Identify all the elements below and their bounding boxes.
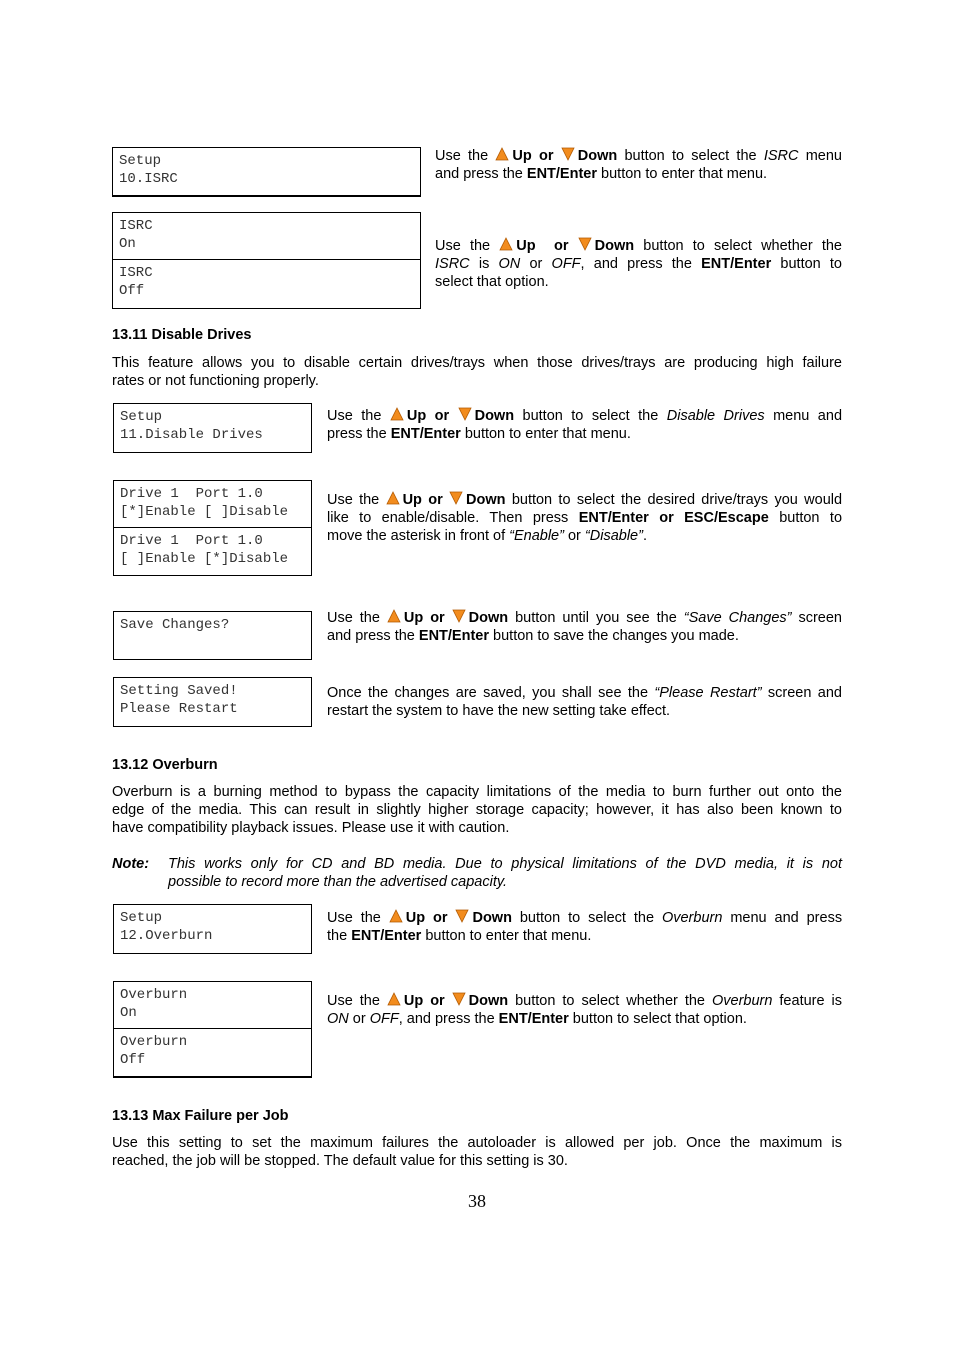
text: Use the: [435, 148, 489, 164]
text: OFF: [551, 256, 581, 272]
lcd-line: Setup: [119, 153, 162, 169]
text: Down: [472, 910, 512, 926]
text: button to enter that menu.: [425, 928, 592, 944]
text: press the: [327, 426, 387, 442]
lcd-line: ISRC: [119, 265, 153, 281]
text: Up: [406, 408, 427, 424]
text: Down: [577, 148, 618, 164]
lcd-save-changes: [113, 611, 312, 660]
text: or: [430, 610, 445, 626]
up-arrow-icon: [495, 147, 509, 161]
text: Once the changes are saved, you shall see the: [327, 685, 649, 701]
text: menu: [805, 148, 842, 164]
text: , and press the: [398, 1011, 495, 1027]
text: or: [434, 408, 450, 424]
lcd-line: Off: [120, 1051, 146, 1068]
text: button to select the: [624, 148, 757, 164]
text: or: [430, 993, 445, 1009]
text: ENT/Enter: [526, 166, 597, 182]
text: Use the: [327, 492, 380, 508]
overburn-select-text: [327, 909, 842, 945]
lcd-line: Overburn: [120, 987, 188, 1003]
lcd-line: Off: [119, 282, 145, 299]
lcd-setup-disable-drives: [113, 403, 312, 453]
text: Up: [516, 238, 536, 254]
text: or: [567, 528, 581, 544]
drive-enable-text: [327, 491, 842, 545]
text: have compatibility playback issues. Please use it with caution.: [112, 820, 510, 836]
text: move the asterisk in front of: [327, 528, 506, 544]
text: Down: [466, 492, 506, 508]
text: Overburn is a burning method to bypass the capacity limitations of the media to burn further out onto the: [112, 784, 842, 800]
text: Use the: [327, 910, 381, 926]
lcd-line: On: [119, 235, 136, 252]
text: button to select whether the: [515, 993, 706, 1009]
text: ENT/Enter: [418, 628, 489, 644]
text: Overburn: [711, 993, 773, 1009]
text: Overburn: [661, 910, 723, 926]
lcd-line: Setting Saved!: [120, 683, 238, 699]
text: “Disable”: [584, 528, 643, 544]
text: is: [478, 256, 490, 272]
text: and press the: [327, 628, 415, 644]
up-arrow-icon: [387, 992, 401, 1006]
lcd-line: ISRC: [119, 218, 153, 234]
page-number: 38: [468, 1191, 486, 1211]
note-label: Note:: [112, 856, 150, 872]
text: or: [428, 492, 443, 508]
lcd-setup-overburn: [113, 904, 312, 954]
text: button to enter that menu.: [601, 166, 768, 182]
text: the: [327, 928, 348, 944]
text: button to: [780, 256, 842, 272]
text: or: [553, 238, 569, 254]
disable-select-text: [327, 407, 842, 443]
down-arrow-icon: [452, 609, 466, 623]
down-arrow-icon: [452, 992, 466, 1006]
up-arrow-icon: [386, 491, 400, 505]
section-heading: 13.12 Overburn: [112, 757, 218, 773]
text: ON: [498, 256, 521, 272]
text: , and press the: [580, 256, 692, 272]
lcd-line: On: [120, 1004, 137, 1021]
down-arrow-icon: [578, 237, 592, 251]
down-arrow-icon: [455, 909, 469, 923]
text: screen and: [767, 685, 842, 701]
text: ENT/Enter: [498, 1011, 569, 1027]
overburn-intro: [112, 783, 842, 837]
text: “Enable”: [509, 528, 564, 544]
text: or: [352, 1011, 366, 1027]
text: button to: [779, 510, 843, 526]
text: OFF: [369, 1011, 399, 1027]
section-heading: 13.11 Disable Drives: [112, 327, 252, 343]
lcd-line: 11.Disable Drives: [120, 426, 263, 443]
text: ISRC: [763, 148, 799, 164]
text: Use this setting to set the maximum failures the autoloader is allowed per job. Once the maximum is: [112, 1135, 842, 1151]
text: like to enable/disable. Then press: [327, 510, 569, 526]
text: “Save Changes”: [683, 610, 792, 626]
restart-text: [327, 684, 842, 720]
text: “Please Restart”: [654, 685, 762, 701]
lcd-line: 10.ISRC: [119, 170, 178, 187]
text: button to select that option.: [572, 1011, 747, 1027]
up-arrow-icon: [499, 237, 513, 251]
text: Use the: [435, 238, 491, 254]
lcd-drive-enable-options: [113, 480, 312, 576]
text: or: [529, 256, 543, 272]
text: and press the: [435, 166, 523, 182]
text: button until you see the: [515, 610, 677, 626]
lcd-line: Overburn: [120, 1034, 188, 1050]
lcd-isrc-options: [112, 212, 421, 309]
text: Disable Drives: [666, 408, 765, 424]
text: button to select the: [522, 408, 659, 424]
text: Down: [468, 610, 509, 626]
lcd-line: Setup: [120, 409, 163, 425]
text: menu and press: [730, 910, 843, 926]
text: Use the: [327, 993, 380, 1009]
text: button to select the desired drive/trays you would: [511, 492, 843, 508]
up-arrow-icon: [390, 407, 404, 421]
lcd-line: [*]Enable [ ]Disable: [120, 503, 289, 520]
save-changes-text: [327, 609, 842, 645]
text: button to save the changes you made.: [493, 628, 739, 644]
lcd-line: Setup: [120, 910, 163, 926]
text: ENT/Enter: [351, 928, 422, 944]
text: ENT/Enter: [390, 426, 461, 442]
text: ON: [327, 1011, 349, 1027]
text: .: [642, 528, 647, 544]
text: Down: [468, 993, 509, 1009]
disable-intro: [112, 354, 842, 390]
text: reached, the job will be stopped. The default value for this setting is 30.: [112, 1153, 568, 1169]
text: Down: [594, 238, 635, 254]
overburn-option-text: [327, 992, 842, 1028]
text: This works only for CD and BD media. Due to physical limitations of the DVD media, it is not: [168, 856, 842, 872]
text: ENT/Enter: [701, 256, 772, 272]
text: menu and: [773, 408, 843, 424]
text: possible to record more than the advertised capacity.: [168, 874, 508, 890]
up-arrow-icon: [389, 909, 403, 923]
isrc-select-text: [435, 147, 842, 183]
text: Up: [402, 492, 422, 508]
text: select that option.: [435, 274, 549, 290]
text: or: [539, 148, 554, 164]
text: rates or not functioning properly.: [112, 373, 319, 389]
text: Up: [512, 148, 532, 164]
down-arrow-icon: [458, 407, 472, 421]
text: Up: [403, 610, 424, 626]
text: Use the: [327, 610, 380, 626]
text: ISRC: [435, 256, 470, 272]
lcd-setup-isrc: [112, 147, 421, 197]
isrc-option-text: [435, 237, 842, 291]
lcd-line: Drive 1 Port 1.0: [120, 533, 263, 549]
text: Up: [405, 910, 426, 926]
section-heading: 13.13 Max Failure per Job: [112, 1108, 289, 1124]
text: edge of the media. This can result in slightly higher storage capacity; however, it has also been known to: [112, 802, 842, 818]
lcd-setting-saved: [113, 677, 312, 727]
text: Use the: [327, 408, 382, 424]
text: Up: [403, 993, 424, 1009]
text: feature is: [779, 993, 842, 1009]
note-text: [168, 855, 842, 891]
down-arrow-icon: [449, 491, 463, 505]
down-arrow-icon: [561, 147, 575, 161]
text: button to enter that menu.: [464, 426, 631, 442]
lcd-line: Please Restart: [120, 700, 238, 717]
text: ENT/Enter or ESC/Escape: [578, 510, 769, 526]
lcd-line: Save Changes?: [120, 617, 230, 633]
maxfail-intro: [112, 1134, 842, 1170]
lcd-line: 12.Overburn: [120, 927, 213, 944]
text: screen: [798, 610, 842, 626]
text: or: [433, 910, 448, 926]
text: restart the system to have the new setting take effect.: [327, 703, 671, 719]
up-arrow-icon: [387, 609, 401, 623]
lcd-overburn-options: [113, 981, 312, 1078]
text: Down: [474, 408, 515, 424]
text: button to select the: [519, 910, 655, 926]
lcd-line: [ ]Enable [*]Disable: [120, 550, 289, 567]
text: button to select whether the: [643, 238, 842, 254]
text: This feature allows you to disable certain drives/trays when those drives/trays are producing high failure: [112, 355, 842, 371]
lcd-line: Drive 1 Port 1.0: [120, 486, 263, 502]
